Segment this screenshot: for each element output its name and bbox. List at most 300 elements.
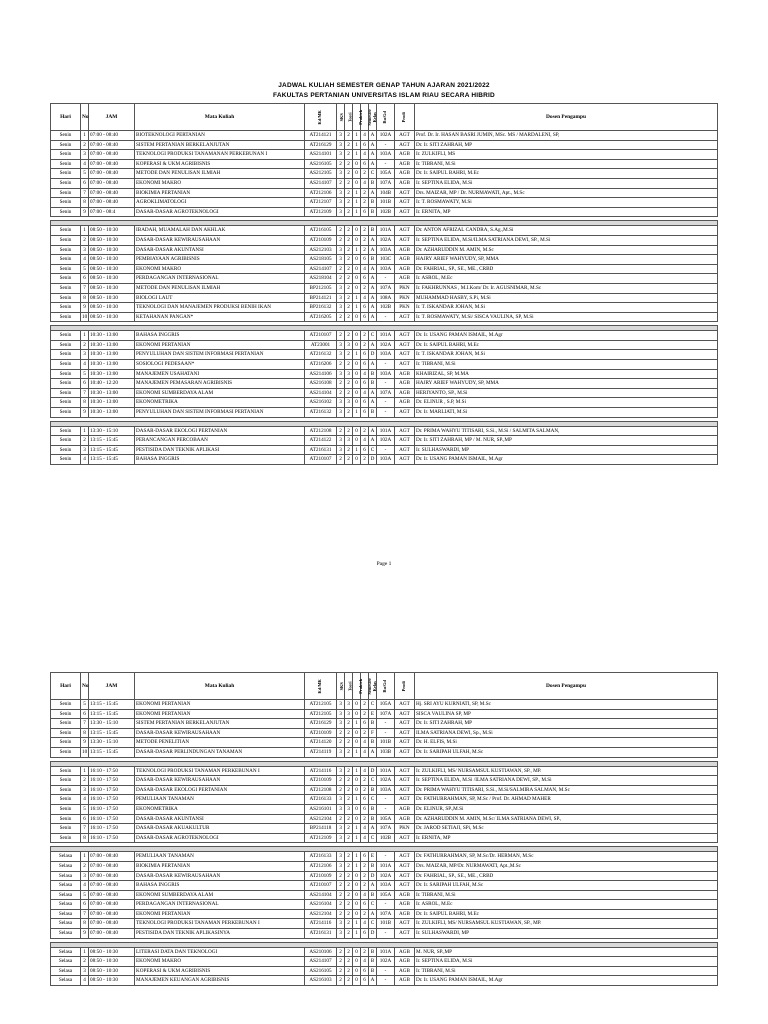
table-cell: 4	[361, 369, 369, 379]
table-cell: AT216129	[305, 140, 337, 150]
table-cell: 105A	[377, 700, 395, 710]
table-cell: Dr. Ir. SAIPUL BAHRI, M.Ec	[415, 169, 718, 179]
table-cell: 2	[81, 140, 89, 150]
table-cell: Senin	[51, 709, 81, 719]
table-cell: Selasa	[51, 929, 81, 939]
table-cell: 08:50 - 10:30	[89, 966, 135, 976]
table-cell: 6	[361, 255, 369, 265]
table-cell: 2	[361, 188, 369, 198]
table-cell: PKN	[395, 303, 415, 313]
table-cell: BP214118	[305, 824, 337, 834]
table-row	[51, 283, 718, 293]
table-row	[51, 235, 718, 245]
table-cell: Senin	[51, 719, 81, 729]
table-row	[51, 785, 718, 795]
table-cell: 6	[361, 445, 369, 455]
table-cell: 101A	[377, 947, 395, 957]
table-cell: 0	[353, 804, 361, 814]
table-cell: AS216101	[305, 804, 337, 814]
table-cell: 6	[361, 398, 369, 408]
table-row	[51, 150, 718, 160]
table-cell: 13:15 - 15:45	[89, 709, 135, 719]
table-cell: A	[369, 293, 377, 303]
table-cell: AGT	[395, 350, 415, 360]
schedule-table-page2	[50, 672, 718, 986]
table-cell: AGB	[395, 159, 415, 169]
table-cell: A	[369, 274, 377, 284]
table-cell: 2	[337, 785, 345, 795]
table-cell: AGB	[395, 369, 415, 379]
table-cell: 0	[353, 388, 361, 398]
table-cell: 1	[353, 747, 361, 757]
table-cell: LITERASI DATA DAN TEKNOLOGI	[135, 947, 305, 957]
table-cell: 0	[353, 255, 361, 265]
table-cell: 2	[345, 900, 353, 910]
table-cell: Dr. FAHRIAL, SP., SE., ME., CRBD	[415, 871, 718, 881]
table-cell: Ir. T. ROSMAWATY, M.Si/ SISCA VAULINA, SP, M.Si	[415, 312, 718, 322]
table-cell: Dr. Ir. USANG PAMAN ISMAIL, M.Agr	[415, 455, 718, 465]
table-cell: 3	[337, 861, 345, 871]
table-cell: 07:00 - 08:4	[89, 207, 135, 217]
table-row	[51, 131, 718, 141]
table-cell: 08:50 - 10:30	[89, 293, 135, 303]
table-row	[51, 207, 718, 217]
table-cell: BIOTEKNOLOGI PERTANIAN	[135, 131, 305, 141]
table-cell: A	[369, 824, 377, 834]
table-cell: F	[369, 728, 377, 738]
table-cell: AT212108	[305, 426, 337, 436]
table-cell: AS214107	[305, 264, 337, 274]
table-cell: 2	[337, 426, 345, 436]
table-cell: AGT	[395, 455, 415, 465]
table-row	[51, 264, 718, 274]
table-cell: DASAR-DASAR AKUAKULTUR	[135, 824, 305, 834]
table-cell: DASAR-DASAR PERLINDUNGAN TANAMAN	[135, 747, 305, 757]
table-cell: E	[369, 709, 377, 719]
table-cell: B	[369, 890, 377, 900]
table-cell: 2	[345, 824, 353, 834]
table-cell: 2	[337, 728, 345, 738]
table-cell: 3	[337, 719, 345, 729]
table-cell: B	[369, 719, 377, 729]
table-cell: 2	[345, 909, 353, 919]
table-cell: B	[369, 804, 377, 814]
table-row	[51, 824, 718, 834]
table-cell: 6	[361, 312, 369, 322]
column-header-label: Semester	[367, 677, 373, 695]
table-cell: AGT	[395, 919, 415, 929]
table-cell: AT212109	[305, 833, 337, 843]
table-cell: AGB	[395, 245, 415, 255]
table-cell: AGT	[395, 871, 415, 881]
table-cell: 3	[337, 445, 345, 455]
table-cell: Ir. SEPTINA ELIDA, M.Si /ILMA SATRIANA DEWI, SP., M.Si	[415, 776, 718, 786]
column-header: No	[81, 673, 89, 700]
table-cell: A	[369, 131, 377, 141]
table-cell: 2	[361, 331, 369, 341]
table-row	[51, 766, 718, 776]
table-cell: 7	[81, 909, 89, 919]
table-cell: AGB	[395, 909, 415, 919]
table-cell: 0	[353, 312, 361, 322]
table-cell: AS216105	[305, 966, 337, 976]
table-cell: AGT	[395, 131, 415, 141]
table-cell: DASAR-DASAR AGROTEKNOLOGI	[135, 833, 305, 843]
table-cell: AS216104	[305, 900, 337, 910]
table-cell: 3	[337, 150, 345, 160]
column-header	[337, 673, 345, 700]
table-cell: 0	[353, 274, 361, 284]
table-cell: 07:00 - 08:40	[89, 900, 135, 910]
table-cell: 0	[353, 947, 361, 957]
table-cell: HERIYANTO, SP., M.Si	[415, 388, 718, 398]
table-cell: 0	[353, 379, 361, 389]
table-cell: 10:30 - 13:00	[89, 369, 135, 379]
table-cell: Senin	[51, 140, 81, 150]
column-header-label: Prodi	[401, 680, 407, 692]
table-row	[51, 833, 718, 843]
table-cell: 07:00 - 08:40	[89, 881, 135, 891]
table-cell: 103A	[377, 245, 395, 255]
table-cell: 2	[337, 947, 345, 957]
column-header-label: Ru/Gd	[382, 110, 388, 124]
table-row	[51, 312, 718, 322]
table-cell: 2	[345, 178, 353, 188]
table-cell: 07:00 - 08:40	[89, 909, 135, 919]
table-cell: Dr. AZHARUDDIN M. AMIN, M.Sc	[415, 245, 718, 255]
table-cell: A	[369, 159, 377, 169]
table-cell: 2	[345, 140, 353, 150]
table-cell: 101B	[377, 919, 395, 929]
table-cell: AGT	[395, 207, 415, 217]
table-cell: A	[369, 909, 377, 919]
table-cell: Senin	[51, 426, 81, 436]
table-cell: Senin	[51, 728, 81, 738]
table-cell: AT214120	[305, 738, 337, 748]
table-cell: B	[369, 178, 377, 188]
table-cell: PESTISIDA DAN TEKNIK APLIKASINYA	[135, 929, 305, 939]
table-cell: 4	[81, 455, 89, 465]
table-cell: Senin	[51, 700, 81, 710]
table-cell: Dr. Ir. SARIPAH ULFAH, M.Sc	[415, 747, 718, 757]
table-cell: AS214106	[305, 369, 337, 379]
table-cell: BIOLOGI LAUT	[135, 293, 305, 303]
table-cell: AGB	[395, 966, 415, 976]
table-cell: EKONOMETRIKA	[135, 398, 305, 408]
table-cell: AS214104	[305, 890, 337, 900]
table-cell: AT23001	[305, 340, 337, 350]
table-cell: SISTEM PERTANIAN BERKELANJUTAN	[135, 140, 305, 150]
table-cell: MUHAMMAD HASBY, S.Pi, M.Si	[415, 293, 718, 303]
table-cell: 3	[337, 709, 345, 719]
table-cell: 2	[345, 388, 353, 398]
table-cell: 1	[353, 150, 361, 160]
table-cell: -	[377, 852, 395, 862]
table-cell: MANAJEMEN USAHATANI	[135, 369, 305, 379]
table-cell: 0	[353, 369, 361, 379]
table-cell: 13:15 - 15:45	[89, 436, 135, 446]
table-cell: 101A	[377, 331, 395, 341]
table-cell: 2	[361, 426, 369, 436]
table-cell: 4	[361, 766, 369, 776]
table-cell: 0	[353, 776, 361, 786]
table-cell: 2	[81, 776, 89, 786]
column-header: Mata Kuliah	[135, 104, 305, 131]
table-cell: 6	[361, 900, 369, 910]
table-cell: 3	[337, 131, 345, 141]
table-cell: 6	[361, 140, 369, 150]
table-cell: HAJRY ARIEF WAHYUDY, SP, MMA	[415, 379, 718, 389]
table-row	[51, 398, 718, 408]
table-cell: 08:50 - 10:30	[89, 255, 135, 265]
table-cell: DASAR-DASAR AKUNTANSI	[135, 245, 305, 255]
table-cell: BP216132	[305, 303, 337, 313]
table-cell: AGT	[395, 340, 415, 350]
table-cell: 6	[361, 976, 369, 986]
table-cell: 3	[337, 795, 345, 805]
table-cell: MANAJEMEN KEUANGAN AGRIBISNIS	[135, 976, 305, 986]
table-cell: -	[377, 795, 395, 805]
table-cell: AGT	[395, 795, 415, 805]
table-cell: PENYULUHAN DAN SISTEM INFORMASI PERTANIAN	[135, 408, 305, 418]
table-row	[51, 728, 718, 738]
table-cell: AT210107	[305, 455, 337, 465]
table-cell: Dr. Ir. MARLIATI, M.Si	[415, 408, 718, 418]
table-cell: 3	[337, 700, 345, 710]
table-cell: AGB	[395, 814, 415, 824]
table-cell: Ir. SEPTINA ELIDA, M.Si	[415, 957, 718, 967]
table-cell: 2	[361, 235, 369, 245]
column-header-label: Ru/Gd	[382, 679, 388, 693]
table-cell: EKONOMI PERTANIAN	[135, 700, 305, 710]
table-cell: 10:30 - 13:00	[89, 398, 135, 408]
table-cell: A	[369, 312, 377, 322]
table-cell: 2	[361, 340, 369, 350]
table-cell: 1	[81, 947, 89, 957]
table-cell: DASAR-DASAR AKUNTANSI	[135, 814, 305, 824]
table-cell: AT214119	[305, 747, 337, 757]
table-cell: AGB	[395, 178, 415, 188]
table-cell: PERDAGANGAN INTERNASIONAL	[135, 900, 305, 910]
table-cell: B	[369, 785, 377, 795]
table-cell: 07:00 - 08:40	[89, 159, 135, 169]
table-cell: AT212106	[305, 861, 337, 871]
table-cell: 0	[353, 900, 361, 910]
table-cell: 3	[337, 747, 345, 757]
table-cell: 7	[81, 283, 89, 293]
table-cell: 7	[81, 719, 89, 729]
table-cell: Dr. Ir. SAIPUL BAHRI, M.Ec	[415, 340, 718, 350]
table-cell: 1	[353, 207, 361, 217]
table-cell: AGB	[395, 255, 415, 265]
table-cell: 3	[337, 293, 345, 303]
table-cell: 4	[361, 833, 369, 843]
table-cell: BIOKIMIA PERTANIAN	[135, 188, 305, 198]
table-cell: 0	[353, 169, 361, 179]
column-header: Mata Kuliah	[135, 673, 305, 700]
table-cell: AGT	[395, 852, 415, 862]
table-cell: 102A	[377, 957, 395, 967]
table-cell: AGT	[395, 738, 415, 748]
table-cell: AGROKLIMATOLOGI	[135, 198, 305, 208]
table-cell: 1	[81, 766, 89, 776]
table-cell: Senin	[51, 150, 81, 160]
table-cell: 8	[81, 833, 89, 843]
column-header: Dosen Pengampu	[415, 673, 718, 700]
table-cell: 103A	[377, 264, 395, 274]
table-cell: 6	[81, 274, 89, 284]
table-cell: 6	[361, 303, 369, 313]
table-cell: 2	[81, 861, 89, 871]
table-cell: 6	[361, 852, 369, 862]
table-cell: AGT	[395, 226, 415, 236]
table-cell: EKONOMI SUMBERDAYA ALAM	[135, 388, 305, 398]
table-cell: 16:10 - 17:50	[89, 795, 135, 805]
table-cell: 4	[81, 255, 89, 265]
table-cell: AT216131	[305, 929, 337, 939]
table-cell: 6	[361, 804, 369, 814]
table-cell: 07:00 - 08:40	[89, 188, 135, 198]
table-cell: 16:10 - 17:50	[89, 814, 135, 824]
table-row	[51, 331, 718, 341]
table-cell: -	[377, 719, 395, 729]
table-cell: Senin	[51, 398, 81, 408]
table-cell: 16:10 - 17:50	[89, 776, 135, 786]
table-cell: -	[377, 804, 395, 814]
table-cell: 2	[345, 455, 353, 465]
table-cell: Ir. TIBRANI, M.Si	[415, 890, 718, 900]
table-cell: EKONOMI MAKRO	[135, 178, 305, 188]
table-cell: 2	[345, 919, 353, 929]
table-cell: 6	[361, 408, 369, 418]
table-cell: C	[369, 331, 377, 341]
table-cell: Ir. SULHASWARDI, MP	[415, 929, 718, 939]
table-cell: DASAR-DASAR KEWIRAUSAHAAN	[135, 728, 305, 738]
table-row	[51, 909, 718, 919]
table-cell: C	[369, 700, 377, 710]
table-cell: DASAR-DASAR KEWIRAUSAHAAN	[135, 871, 305, 881]
table-cell: AGT	[395, 445, 415, 455]
table-cell: AGB	[395, 264, 415, 274]
table-cell: 6	[361, 159, 369, 169]
table-cell: 4	[81, 881, 89, 891]
table-cell: Selasa	[51, 852, 81, 862]
table-cell: 10:30 - 13:00	[89, 360, 135, 370]
table-cell: 2	[345, 814, 353, 824]
table-cell: 2	[345, 861, 353, 871]
table-cell: 4	[361, 957, 369, 967]
table-cell: D	[369, 929, 377, 939]
table-cell: KHAIRIZAL, SP, M.MA	[415, 369, 718, 379]
table-cell: Selasa	[51, 919, 81, 929]
table-cell: 0	[353, 178, 361, 188]
table-cell: Senin	[51, 303, 81, 313]
table-cell: 2	[345, 226, 353, 236]
table-cell: 3	[81, 785, 89, 795]
table-cell: 2	[361, 455, 369, 465]
table-cell: 9	[81, 408, 89, 418]
column-header-label: Praktek	[358, 678, 364, 694]
table-cell: 3	[337, 140, 345, 150]
table-cell: 1	[353, 188, 361, 198]
table-cell: Dr. H. ELFIS, M.Si	[415, 738, 718, 748]
table-cell: Selasa	[51, 947, 81, 957]
table-cell: AGT	[395, 833, 415, 843]
table-row	[51, 340, 718, 350]
table-cell: 2	[337, 235, 345, 245]
table-cell: 2	[81, 436, 89, 446]
table-cell: 108A	[377, 293, 395, 303]
table-cell: BP212105	[305, 283, 337, 293]
table-cell: 2	[345, 871, 353, 881]
table-cell: 08:50 - 10:30	[89, 245, 135, 255]
table-cell: Dr. ELINUR, SP.,M.Si	[415, 804, 718, 814]
table-cell: 0	[353, 700, 361, 710]
table-cell: Dr. ANTON AFRIZAL CANDRA, S.Ag.,M.Si	[415, 226, 718, 236]
table-cell: -	[377, 159, 395, 169]
table-cell: AGT	[395, 709, 415, 719]
table-cell: 0	[353, 785, 361, 795]
table-cell: 2	[361, 226, 369, 236]
table-cell: B	[369, 226, 377, 236]
table-cell: 16:10 - 17:50	[89, 785, 135, 795]
table-cell: Ir. T. ISKANDAR JOHAN, M.Si	[415, 350, 718, 360]
table-cell: 2	[361, 861, 369, 871]
table-cell: 5	[81, 804, 89, 814]
table-cell: Dr. Ir. SARIPAH ULFAH, M.Sc	[415, 881, 718, 891]
table-cell: 2	[345, 274, 353, 284]
table-cell: 107A	[377, 709, 395, 719]
table-cell: 4	[81, 976, 89, 986]
table-cell: 13:15 - 15:45	[89, 747, 135, 757]
table-cell: AT214116	[305, 766, 337, 776]
table-cell: Senin	[51, 293, 81, 303]
table-cell: B	[369, 966, 377, 976]
table-cell: 2	[337, 388, 345, 398]
table-cell: Dr. Ir. USANG PAMAN ISMAIL, M.Agr	[415, 976, 718, 986]
column-header	[337, 104, 345, 131]
table-cell: C	[369, 795, 377, 805]
table-cell: -	[377, 274, 395, 284]
table-cell: 10:30 - 13:00	[89, 340, 135, 350]
table-cell: 0	[353, 709, 361, 719]
table-cell: 3	[81, 966, 89, 976]
table-cell: Senin	[51, 379, 81, 389]
table-cell: Ir. T. ISKANDAR JOHAN, M.Si	[415, 303, 718, 313]
table-cell: 07:00 - 08:40	[89, 919, 135, 929]
table-cell: Senin	[51, 804, 81, 814]
table-row	[51, 709, 718, 719]
table-cell: PKN	[395, 824, 415, 834]
table-cell: 7	[81, 824, 89, 834]
table-cell: Selasa	[51, 900, 81, 910]
table-row	[51, 747, 718, 757]
table-row	[51, 255, 718, 265]
table-cell: -	[377, 360, 395, 370]
table-cell: 4	[81, 159, 89, 169]
table-cell: AGB	[395, 890, 415, 900]
table-cell: 3	[345, 398, 353, 408]
table-cell: 8	[81, 293, 89, 303]
table-cell: AGB	[395, 398, 415, 408]
table-cell: 0	[353, 398, 361, 408]
table-row	[51, 738, 718, 748]
table-cell: AS212104	[305, 909, 337, 919]
table-cell: 5	[81, 700, 89, 710]
table-cell: B	[369, 957, 377, 967]
column-header: Hari	[51, 673, 81, 700]
table-cell: 0	[353, 909, 361, 919]
